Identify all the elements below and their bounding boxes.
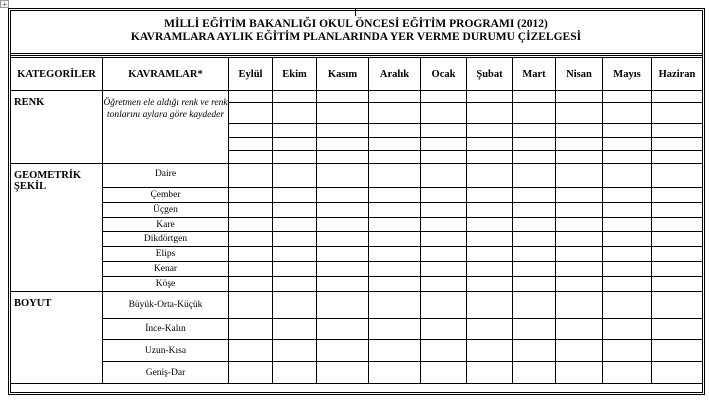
- month-cell[interactable]: [421, 232, 467, 247]
- month-cell[interactable]: [421, 124, 467, 138]
- header-month: Eylül: [229, 58, 273, 91]
- month-cell[interactable]: [652, 292, 703, 319]
- month-cell[interactable]: [273, 319, 317, 340]
- month-cell[interactable]: [603, 151, 652, 164]
- month-cell[interactable]: [652, 103, 703, 124]
- month-cell[interactable]: [603, 362, 652, 384]
- month-cell[interactable]: [467, 292, 513, 319]
- month-cell[interactable]: [603, 203, 652, 218]
- concept-item: İnce-Kalın: [103, 319, 229, 340]
- month-cell[interactable]: [421, 203, 467, 218]
- month-cell[interactable]: [317, 362, 369, 384]
- month-cell[interactable]: [369, 138, 421, 151]
- concept-item: Çember: [103, 188, 229, 203]
- header-row: [11, 58, 703, 91]
- month-cell[interactable]: [556, 292, 603, 319]
- month-cell[interactable]: [652, 91, 703, 103]
- month-cell[interactable]: [652, 138, 703, 151]
- month-cell[interactable]: [317, 247, 369, 262]
- month-cell[interactable]: [556, 188, 603, 203]
- month-cell[interactable]: [369, 218, 421, 232]
- header-month: Aralık: [369, 58, 421, 91]
- month-cell[interactable]: [556, 103, 603, 124]
- month-cell[interactable]: [603, 188, 652, 203]
- header-month: Ekim: [273, 58, 317, 91]
- concept-item: Üçgen: [103, 203, 229, 218]
- month-cell[interactable]: [421, 91, 467, 103]
- table-move-handle-icon[interactable]: +: [0, 0, 9, 8]
- title-line-1: MİLLİ EĞİTİM BAKANLIĞI OKUL ÖNCESİ EĞİTİM PROGRAMI (2012): [164, 18, 548, 30]
- month-cell[interactable]: [513, 103, 556, 124]
- month-cell[interactable]: [467, 262, 513, 277]
- month-cell[interactable]: [317, 262, 369, 277]
- table-row: [11, 188, 703, 203]
- month-cell[interactable]: [603, 292, 652, 319]
- month-cell[interactable]: [652, 188, 703, 203]
- month-cell[interactable]: [652, 247, 703, 262]
- month-cell[interactable]: [652, 164, 703, 188]
- month-cell[interactable]: [556, 262, 603, 277]
- table-row: [11, 292, 703, 319]
- month-cell[interactable]: [652, 340, 703, 362]
- month-cell[interactable]: [421, 292, 467, 319]
- header-month: Şubat: [467, 58, 513, 91]
- month-cell[interactable]: [556, 277, 603, 292]
- month-cell[interactable]: [317, 103, 369, 124]
- concept-item: Köşe: [103, 277, 229, 292]
- month-cell[interactable]: [317, 124, 369, 138]
- month-cell[interactable]: [229, 362, 273, 384]
- month-cell[interactable]: [603, 262, 652, 277]
- month-cell[interactable]: [229, 151, 273, 164]
- month-cell[interactable]: [556, 164, 603, 188]
- month-cell[interactable]: [369, 203, 421, 218]
- category-geometrik-sekil: [11, 164, 103, 292]
- concept-item: Dikdörtgen: [103, 232, 229, 247]
- category-renk: RENK: [11, 91, 103, 164]
- month-cell[interactable]: [467, 151, 513, 164]
- header-month: Haziran: [652, 58, 703, 91]
- month-cell[interactable]: [273, 247, 317, 262]
- month-cell[interactable]: [421, 362, 467, 384]
- table-row: [11, 232, 703, 247]
- month-cell[interactable]: [513, 232, 556, 247]
- month-cell[interactable]: [603, 218, 652, 232]
- month-cell[interactable]: [317, 91, 369, 103]
- month-cell[interactable]: [603, 247, 652, 262]
- month-cell[interactable]: [229, 277, 273, 292]
- month-cell[interactable]: [467, 124, 513, 138]
- month-cell[interactable]: [513, 277, 556, 292]
- month-cell[interactable]: [652, 277, 703, 292]
- month-cell[interactable]: [317, 164, 369, 188]
- month-cell[interactable]: [467, 203, 513, 218]
- month-cell[interactable]: [421, 151, 467, 164]
- month-cell[interactable]: [229, 138, 273, 151]
- month-cell[interactable]: [603, 164, 652, 188]
- month-cell[interactable]: [421, 319, 467, 340]
- month-cell[interactable]: [652, 262, 703, 277]
- month-cell[interactable]: [317, 277, 369, 292]
- concept-item: Büyük-Orta-Küçük: [103, 292, 229, 319]
- month-cell[interactable]: [421, 138, 467, 151]
- month-cell[interactable]: [556, 151, 603, 164]
- month-cell[interactable]: [603, 340, 652, 362]
- month-cell[interactable]: [556, 124, 603, 138]
- header-month: Ocak: [421, 58, 467, 91]
- month-cell[interactable]: [369, 247, 421, 262]
- concept-item: Kare: [103, 218, 229, 232]
- month-cell[interactable]: [556, 203, 603, 218]
- month-cell[interactable]: [513, 319, 556, 340]
- month-cell[interactable]: [513, 151, 556, 164]
- month-cell[interactable]: [513, 292, 556, 319]
- month-cell[interactable]: [652, 319, 703, 340]
- month-cell[interactable]: [513, 138, 556, 151]
- month-cell[interactable]: [421, 188, 467, 203]
- month-cell[interactable]: [467, 218, 513, 232]
- table-row: [11, 91, 703, 103]
- month-cell[interactable]: [467, 91, 513, 103]
- header-month: Kasım: [317, 58, 369, 91]
- month-cell[interactable]: [513, 262, 556, 277]
- month-cell[interactable]: [467, 362, 513, 384]
- month-cell[interactable]: [229, 292, 273, 319]
- concept-item: Kenar: [103, 262, 229, 277]
- month-cell[interactable]: [603, 319, 652, 340]
- month-cell[interactable]: [273, 277, 317, 292]
- document-title: [10, 10, 702, 56]
- month-cell[interactable]: [556, 232, 603, 247]
- concept-item: Daire: [103, 164, 229, 188]
- category-line: GEOMETRİK: [14, 170, 82, 181]
- month-cell[interactable]: [229, 164, 273, 188]
- month-cell[interactable]: [652, 362, 703, 384]
- table-row: [11, 277, 703, 292]
- month-cell[interactable]: [229, 203, 273, 218]
- month-cell[interactable]: [317, 188, 369, 203]
- header-concepts: KAVRAMLAR*: [103, 58, 229, 91]
- month-cell[interactable]: [652, 124, 703, 138]
- month-cell[interactable]: [421, 277, 467, 292]
- month-cell[interactable]: [369, 151, 421, 164]
- header-month: Nisan: [556, 58, 603, 91]
- concept-item: Geniş-Dar: [103, 362, 229, 384]
- month-cell[interactable]: [467, 138, 513, 151]
- month-cell[interactable]: [229, 319, 273, 340]
- month-cell[interactable]: [273, 188, 317, 203]
- month-cell[interactable]: [513, 203, 556, 218]
- month-cell[interactable]: [369, 340, 421, 362]
- month-cell[interactable]: [421, 218, 467, 232]
- month-cell[interactable]: [603, 103, 652, 124]
- month-cell[interactable]: [273, 91, 317, 103]
- title-line-2: KAVRAMLARA AYLIK EĞİTİM PLANLARINDA YER VERME DURUMU ÇİZELGESİ: [130, 31, 582, 43]
- month-cell[interactable]: [229, 103, 273, 124]
- table-row: [11, 362, 703, 384]
- month-cell[interactable]: [467, 247, 513, 262]
- month-cell[interactable]: [273, 103, 317, 124]
- month-cell[interactable]: [467, 188, 513, 203]
- month-cell[interactable]: [556, 138, 603, 151]
- header-month: Mayıs: [603, 58, 652, 91]
- month-cell[interactable]: [603, 232, 652, 247]
- month-cell[interactable]: [273, 232, 317, 247]
- month-cell[interactable]: [273, 203, 317, 218]
- month-cell[interactable]: [421, 103, 467, 124]
- month-cell[interactable]: [513, 218, 556, 232]
- month-cell[interactable]: [513, 247, 556, 262]
- table-row: [11, 218, 703, 232]
- month-cell[interactable]: [273, 340, 317, 362]
- month-cell[interactable]: [556, 340, 603, 362]
- month-cell[interactable]: [273, 151, 317, 164]
- month-cell[interactable]: [317, 218, 369, 232]
- month-cell[interactable]: [317, 138, 369, 151]
- month-cell[interactable]: [273, 362, 317, 384]
- month-cell[interactable]: [369, 103, 421, 124]
- month-cell[interactable]: [603, 138, 652, 151]
- month-cell[interactable]: [317, 151, 369, 164]
- month-cell[interactable]: [556, 362, 603, 384]
- month-cell[interactable]: [317, 292, 369, 319]
- month-cell[interactable]: [467, 103, 513, 124]
- month-cell[interactable]: [229, 218, 273, 232]
- month-cell[interactable]: [421, 340, 467, 362]
- month-cell[interactable]: [229, 262, 273, 277]
- month-cell[interactable]: [603, 91, 652, 103]
- month-cell[interactable]: [229, 247, 273, 262]
- month-cell[interactable]: [513, 164, 556, 188]
- month-cell[interactable]: [369, 262, 421, 277]
- month-cell[interactable]: [369, 277, 421, 292]
- month-cell[interactable]: [556, 91, 603, 103]
- month-cell[interactable]: [229, 91, 273, 103]
- month-cell[interactable]: [273, 218, 317, 232]
- month-cell[interactable]: [317, 203, 369, 218]
- month-cell[interactable]: [369, 319, 421, 340]
- table-row: [11, 164, 703, 188]
- renk-note: Öğretmen ele aldığı renk ve renk tonlarını aylara göre kaydeder: [103, 91, 229, 164]
- month-cell[interactable]: [421, 164, 467, 188]
- month-cell[interactable]: [513, 188, 556, 203]
- month-cell[interactable]: [556, 218, 603, 232]
- month-cell[interactable]: [229, 124, 273, 138]
- month-cell[interactable]: [467, 277, 513, 292]
- concept-table: [10, 57, 703, 384]
- month-cell[interactable]: [467, 340, 513, 362]
- month-cell[interactable]: [467, 164, 513, 188]
- month-cell[interactable]: [652, 151, 703, 164]
- month-cell[interactable]: [369, 188, 421, 203]
- concept-item: Uzun-Kısa: [103, 340, 229, 362]
- month-cell[interactable]: [652, 218, 703, 232]
- month-cell[interactable]: [273, 164, 317, 188]
- table-row: [11, 247, 703, 262]
- month-cell[interactable]: [369, 292, 421, 319]
- month-cell[interactable]: [652, 203, 703, 218]
- header-categories: KATEGORİLER: [11, 58, 103, 91]
- month-cell[interactable]: [556, 319, 603, 340]
- month-cell[interactable]: [273, 262, 317, 277]
- month-cell[interactable]: [369, 91, 421, 103]
- month-cell[interactable]: [513, 124, 556, 138]
- month-cell[interactable]: [317, 232, 369, 247]
- month-cell[interactable]: [273, 292, 317, 319]
- month-cell[interactable]: [513, 91, 556, 103]
- month-cell[interactable]: [273, 138, 317, 151]
- month-cell[interactable]: [421, 262, 467, 277]
- month-cell[interactable]: [603, 124, 652, 138]
- table-row: [11, 262, 703, 277]
- header-month: Mart: [513, 58, 556, 91]
- concept-item: Elips: [103, 247, 229, 262]
- month-cell[interactable]: [513, 362, 556, 384]
- month-cell[interactable]: [513, 340, 556, 362]
- month-cell[interactable]: [229, 340, 273, 362]
- month-cell[interactable]: [421, 247, 467, 262]
- month-cell[interactable]: [652, 232, 703, 247]
- month-cell[interactable]: [317, 340, 369, 362]
- month-cell[interactable]: [369, 362, 421, 384]
- month-cell[interactable]: [229, 232, 273, 247]
- category-boyut: BOYUT: [11, 292, 103, 384]
- month-cell[interactable]: [317, 319, 369, 340]
- month-cell[interactable]: [556, 247, 603, 262]
- month-cell[interactable]: [467, 319, 513, 340]
- month-cell[interactable]: [369, 232, 421, 247]
- month-cell[interactable]: [467, 232, 513, 247]
- month-cell[interactable]: [229, 188, 273, 203]
- month-cell[interactable]: [273, 124, 317, 138]
- month-cell[interactable]: [603, 277, 652, 292]
- table-row: [11, 203, 703, 218]
- month-cell[interactable]: [369, 164, 421, 188]
- month-cell[interactable]: [369, 124, 421, 138]
- category-line: ŞEKİL: [14, 181, 47, 192]
- table-row: [11, 340, 703, 362]
- table-row: [11, 319, 703, 340]
